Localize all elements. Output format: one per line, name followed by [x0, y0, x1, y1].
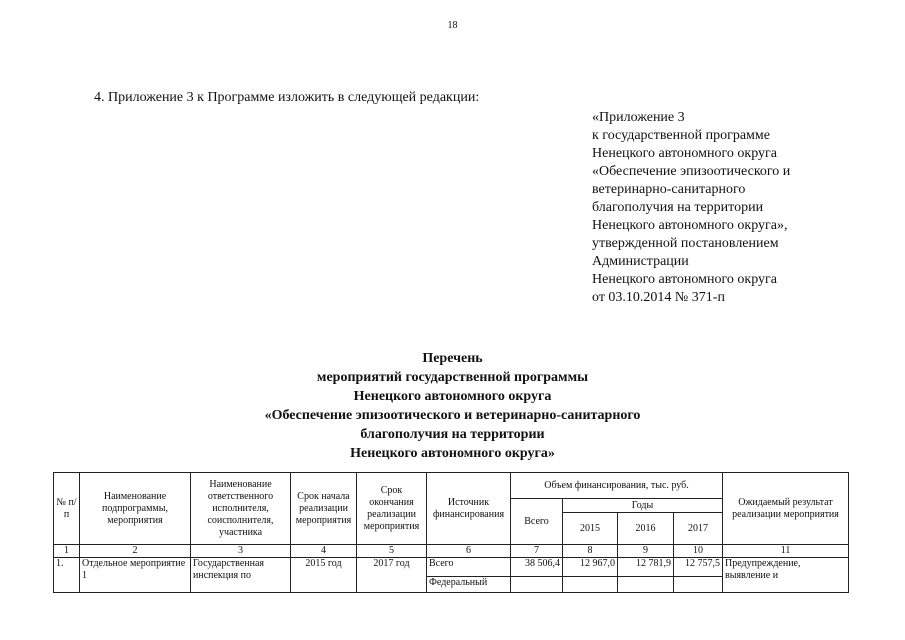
appendix-line: «Обеспечение эпизоотического и — [592, 164, 791, 179]
appendix-line: утвержденной постановлением — [592, 236, 779, 251]
header-funding: Объем финансирования, тыс. руб. — [511, 473, 723, 499]
index-cell: 3 — [191, 545, 291, 558]
index-cell: 4 — [291, 545, 357, 558]
index-cell: 5 — [357, 545, 427, 558]
header-year-2017: 2017 — [674, 513, 723, 545]
cell-executor: Государственная инспекция по — [191, 558, 291, 593]
title-line: Ненецкого автономного округа» — [350, 446, 555, 461]
cell-end: 2017 год — [357, 558, 427, 593]
index-cell: 7 — [511, 545, 563, 558]
header-years: Годы — [563, 499, 723, 513]
cell-total: 38 506,4 — [511, 558, 563, 577]
cell-empty — [674, 577, 723, 593]
index-cell: 6 — [427, 545, 511, 558]
index-cell: 10 — [674, 545, 723, 558]
header-year-2016: 2016 — [618, 513, 674, 545]
appendix-line: Ненецкого автономного округа — [592, 272, 777, 287]
table-row — [54, 558, 849, 577]
appendix-line: благополучия на территории — [592, 200, 764, 215]
header-source: Источник финансирования — [427, 473, 511, 545]
appendix-line: к государственной программе — [592, 128, 770, 143]
cell-empty — [618, 577, 674, 593]
header-result: Ожидаемый результат реализации мероприятия — [723, 473, 849, 545]
appendix-line: от 03.10.2014 № 371-п — [592, 290, 725, 305]
index-cell: 9 — [618, 545, 674, 558]
cell-2017: 12 757,5 — [674, 558, 723, 577]
header-year-2015: 2015 — [563, 513, 618, 545]
title-line: благополучия на территории — [360, 427, 545, 442]
title-line: Ненецкого автономного округа — [353, 389, 552, 404]
cell-start: 2015 год — [291, 558, 357, 593]
appendix-reference — [592, 109, 790, 307]
appendix-line: Администрации — [592, 254, 689, 269]
column-index-row — [54, 545, 849, 558]
index-cell: 2 — [80, 545, 191, 558]
appendix-line: «Приложение 3 — [592, 110, 685, 125]
cell-source: Всего — [427, 558, 511, 577]
cell-name: Отдельное мероприятие 1 — [80, 558, 191, 593]
appendix-line: Ненецкого автономного округа», — [592, 218, 788, 233]
cell-result: Предупреждение, выявление и — [723, 558, 849, 593]
title-line: мероприятий государственной программы — [316, 370, 589, 385]
index-cell: 8 — [563, 545, 618, 558]
index-cell: 1 — [54, 545, 80, 558]
document-title — [0, 349, 905, 463]
intro-paragraph: 4. Приложение 3 к Программе изложить в следующей редакции: — [94, 90, 480, 105]
page-number: 18 — [447, 20, 458, 31]
appendix-line: ветеринарно-санитарного — [592, 182, 746, 197]
header-name: Наименование подпрограммы, мероприятия — [80, 473, 191, 545]
cell-empty — [511, 577, 563, 593]
cell-empty — [563, 577, 618, 593]
header-end: Срок окончания реализации мероприятия — [357, 473, 427, 545]
cell-num: 1. — [54, 558, 80, 593]
header-total: Всего — [511, 499, 563, 545]
measures-table — [53, 472, 849, 593]
title-line: Перечень — [422, 351, 483, 366]
header-executor: Наименование ответственного исполнителя, соисполнителя, участника — [191, 473, 291, 545]
appendix-line: Ненецкого автономного округа — [592, 146, 777, 161]
header-start: Срок начала реализации мероприятия — [291, 473, 357, 545]
cell-2015: 12 967,0 — [563, 558, 618, 577]
index-cell: 11 — [723, 545, 849, 558]
cell-source: Федеральный — [427, 577, 511, 593]
title-line: «Обеспечение эпизоотического и ветеринарно-санитарного — [264, 408, 641, 423]
cell-2016: 12 781,9 — [618, 558, 674, 577]
header-num: № п/п — [54, 473, 80, 545]
